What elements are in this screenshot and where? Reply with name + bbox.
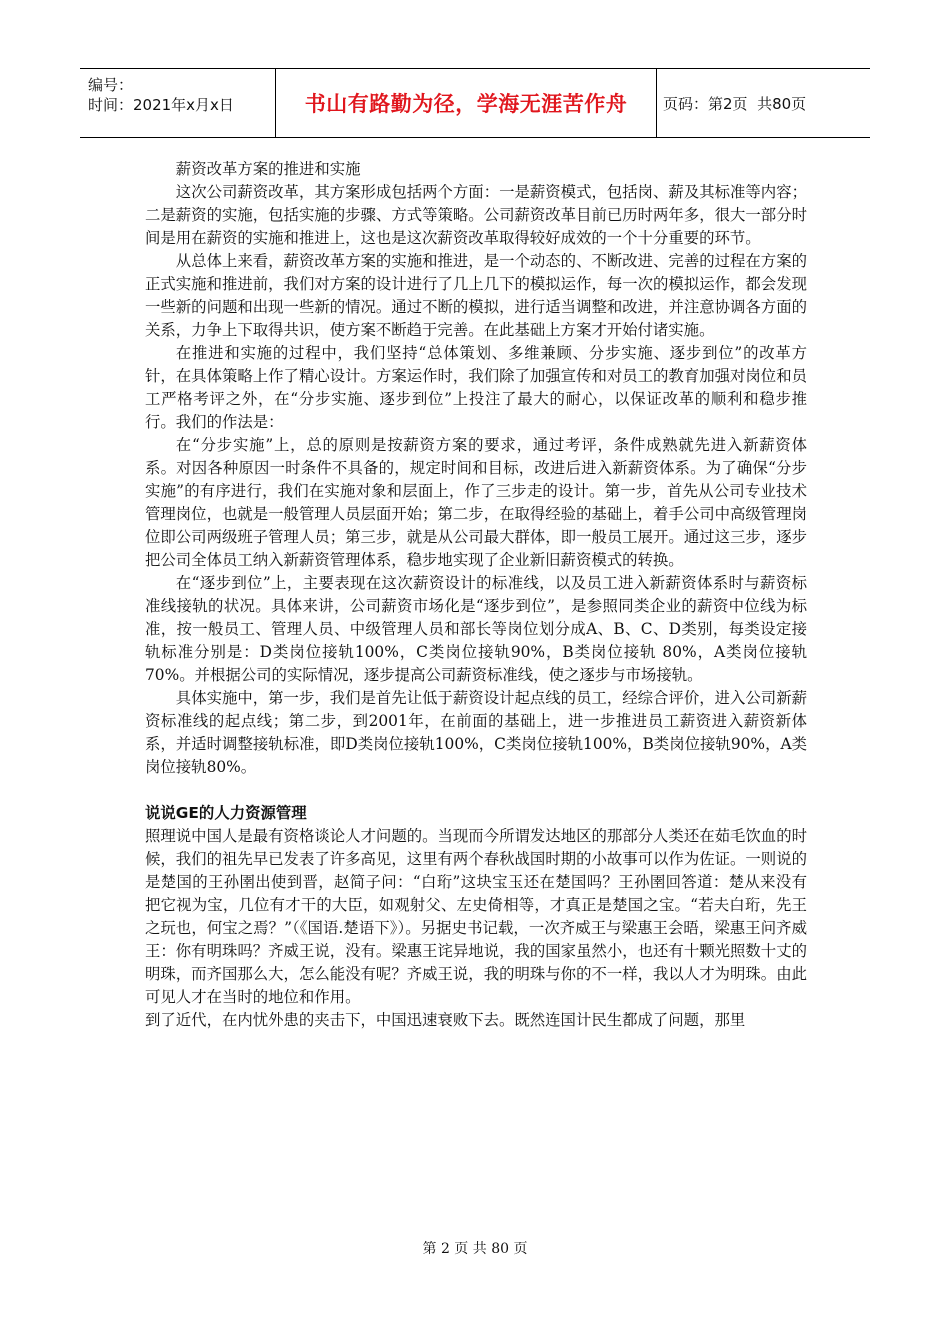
section-heading: 说说GE的人力资源管理 [145,804,307,822]
header-meta [88,75,273,115]
paragraph: 在“分步实施”上，总的原则是按薪资方案的要求，通过考评，条件成熟就先进入新薪资体系。对因各种原因一时条件不具备的，规定时间和目标，改进后进入新薪资体系。为了确保“分步实施”的有序进行，我们在实施对象和层面上，作了三步走的设计。第一步，首先从公司专业技术管理岗位，也就是一般管理人员层面开始；第二步，在取得经验的基础上，着手公司中高级管理岗位即公司两级班子管理人员；第三步，就是从公司最大群体，即一般员工展开。通过这三步，逐步把公司全体员工纳入新薪资管理体系，稳步地实现了企业新旧薪资模式的转换。 [145,436,807,569]
paragraph: 从总体上来看，薪资改革方案的实施和推进，是一个动态的、不断改进、完善的过程在方案的正式实施和推进前，我们对方案的设计进行了几上几下的模拟运作，每一次的模拟运作，都会发现一些新的问题和出现一些新的情况。通过不断的模拟，进行适当调整和改进，并注意协调各方面的关系，力争上下取得共识，使方案不断趋于完善。在此基础上方案才开始付诸实施。 [145,252,807,339]
page-label: 页码：第2页 共80页 [663,94,807,113]
paragraph: 在“逐步到位”上，主要表现在这次薪资设计的标准线，以及员工进入新薪资体系时与薪资标准线接轨的状况。具体来讲，公司薪资市场化是“逐步到位”，是参照同类企业的薪资中位线为标准，按一般员工、管理人员、中级管理人员和部长等岗位划分成A、B、C、D类别，每类设定接轨标准分别是：D类岗位接轨100%，C类岗位接轨90%，B类岗位接轨 80%，A类岗位接轨70%。并根据公司的实际情况，逐步提高公司薪资标准线，使之逐步与市场接轨。 [145,574,807,684]
page-footer: 第 2 页 共 80 页 [422,1241,528,1257]
document-header [80,68,870,138]
header-divider [656,69,657,137]
header-page-info [663,69,868,137]
document-body [145,158,807,1032]
paragraph: 在推进和实施的过程中，我们坚持“总体策划、多维兼顾、分步实施、逐步到位”的改革方针，在具体策略上作了精心设计。方案运作时，我们除了加强宣传和对员工的教育加强对岗位和员工严格考评之外，在“分步实施、逐步到位”上投注了最大的耐心，以保证改革的顺利和稳步推行。我们的作法是： [145,344,807,431]
number-label: 编号： [88,76,134,94]
article-title: 薪资改革方案的推进和实施 [175,160,361,178]
paragraph: 到了近代，在内忧外患的夹击下，中国迅速衰败下去。既然连国计民生都成了问题，那里 [145,1011,746,1029]
paragraph: 照理说中国人是最有资格谈论人才问题的。当现而今所谓发达地区的那部分人类还在茹毛饮血的时候，我们的祖先早已发表了许多高见，这里有两个春秋战国时期的小故事可以作为佐证。一则说的是楚国的王孙圉出使到晋，赵简子问：“白珩”这块宝玉还在楚国吗？王孙圉回答道：楚从来没有把它视为宝，几位有才干的大臣，如观射父、左史倚相等，才真正是楚国之宝。“若夫白珩，先王之玩也，何宝之焉？”（《国语.楚语下》）。另据史书记载，一次齐威王与梁惠王会晤，梁惠王问齐威王：你有明珠吗？齐威王说，没有。梁惠王诧异地说，我的国家虽然小，也还有十颗光照数十丈的明珠，而齐国那么大，怎么能没有呢？齐威王说，我的明珠与你的不一样，我以人才为明珠。由此可见人才在当时的地位和作用。 [145,827,807,1006]
paragraph: 这次公司薪资改革，其方案形成包括两个方面：一是薪资模式，包括岗、薪及其标准等内容；二是薪资的实施，包括实施的步骤、方式等策略。公司薪资改革目前已历时两年多，很大一部分时间是用在薪资的实施和推进上，这也是这次薪资改革取得较好成效的一个十分重要的环节。 [145,183,807,247]
header-motto: 书山有路勤为径，学海无涯苦作舟 [304,92,628,116]
paragraph: 具体实施中，第一步，我们是首先让低于薪资设计起点线的员工，经综合评价，进入公司新薪资标准线的起点线；第二步，到2001年，在前面的基础上，进一步推进员工薪资进入薪资新体系，并适时调整接轨标准，即D类岗位接轨100%，C类岗位接轨100%，B类岗位接轨90%，A类岗位接轨80%。 [145,689,807,776]
date-label: 时间：2021年x月x日 [88,96,234,114]
